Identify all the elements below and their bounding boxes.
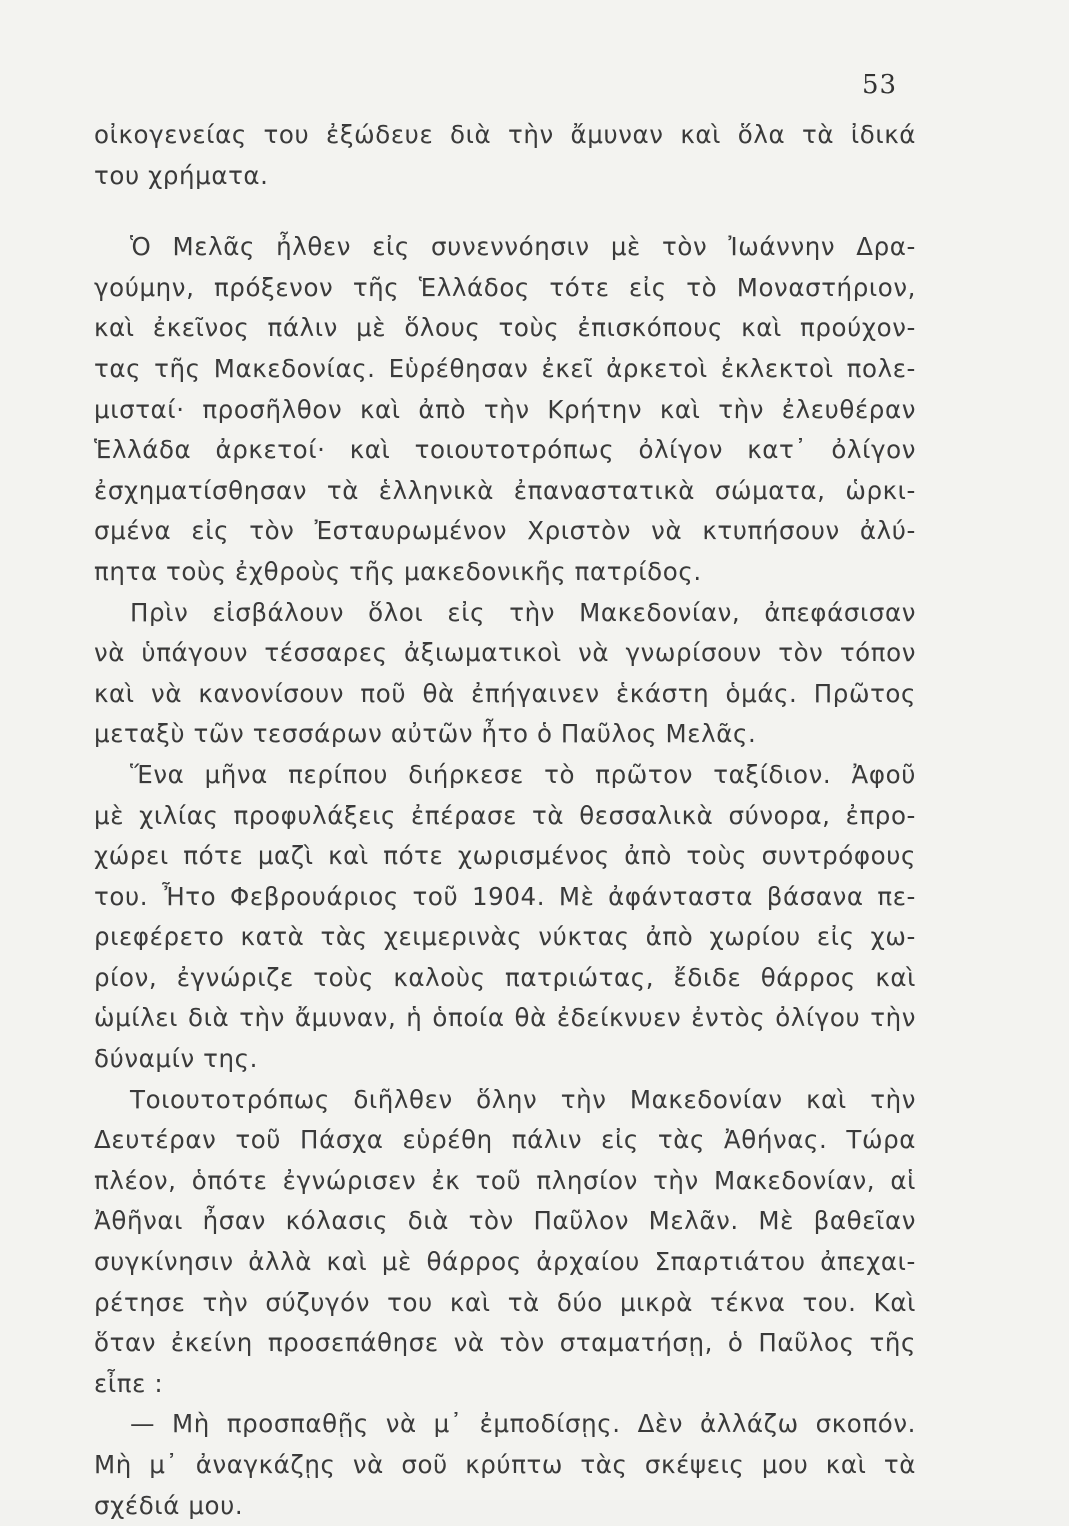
text-line: ρίον, ἐγνώριζε τοὺς καλοὺς πατριώτας, ἔδιδε θάρρος καὶ (94, 962, 916, 992)
text-line: μισταί· προσῆλθον καὶ ἀπὸ τὴν Κρήτην καὶ τὴν ἐλευθέραν (94, 394, 916, 424)
text-line: ὡμίλει διὰ τὴν ἄμυναν, ἡ ὁποία θὰ ἐδείκνυεν ἐντὸς ὀλίγου τὴν (94, 1003, 916, 1033)
text-line: χώρει πότε μαζὶ καὶ πότε χωρισμένος ἀπὸ τοὺς συντρόφους (94, 841, 916, 871)
text-line: Μὴ μ᾽ ἀναγκάζῃς νὰ σοῦ κρύπτω τὰς σκέψεις μου καὶ τὰ (94, 1450, 916, 1479)
text-line: εἶπε : (94, 1368, 164, 1398)
text-line: ριεφέρετο κατὰ τὰς χειμερινὰς νύκτας ἀπὸ χωρίου εἰς χω- (94, 922, 916, 952)
text-line: συγκίνησιν ἀλλὰ καὶ μὲ θάρρος ἀρχαίου Σπαρτιάτου ἀπεχαι- (94, 1247, 916, 1277)
text-line: σμένα εἰς τὸν Ἐσταυρωμένον Χριστὸν νὰ κτυπήσουν ἀλύ- (94, 516, 916, 546)
text-line: Δευτέραν τοῦ Πάσχα εὑρέθη πάλιν εἰς τὰς Ἀθήνας. Τώρα (94, 1125, 916, 1155)
text-line: ἐσχηματίσθησαν τὰ ἑλληνικὰ ἐπαναστατικὰ σώματα, ὡρκι- (94, 475, 916, 505)
text-line: Πρὶν εἰσβάλουν ὅλοι εἰς τὴν Μακεδονίαν, ἀπεφάσισαν (130, 597, 916, 627)
text-line: Τοιουτοτρόπως διῆλθεν ὅλην τὴν Μακεδονίαν καὶ τὴν (130, 1084, 916, 1114)
text-line: μὲ χιλίας προφυλάξεις ἐπέρασε τὰ θεσσαλικὰ σύνορα, ἐπρο- (94, 800, 916, 830)
body-text (94, 115, 916, 1526)
text-line: πλέον, ὁπότε ἐγνώρισεν ἐκ τοῦ πλησίον τὴν Μακεδονίαν, αἱ (94, 1165, 916, 1195)
text-line: ρέτησε τὴν σύζυγόν του καὶ τὰ δύο μικρὰ τέκνα του. Καὶ (94, 1287, 916, 1317)
page-number: 53 (862, 70, 898, 100)
text-line: τας τῆς Μακεδονίας. Εὑρέθησαν ἐκεῖ ἀρκετοὶ ἐκλεκτοὶ πολε- (94, 353, 916, 383)
text-line: οἰκογενείας του ἐξώδευε διὰ τὴν ἄμυναν καὶ ὅλα τὰ ἰδικά (94, 120, 916, 149)
text-line: Ἀθῆναι ἦσαν κόλασις διὰ τὸν Παῦλον Μελᾶν. Μὲ βαθεῖαν (94, 1206, 916, 1236)
text-line: γούμην, πρόξενον τῆς Ἑλλάδος τότε εἰς τὸ Μοναστήριον, (94, 272, 916, 302)
text-line: Ἑλλάδα ἀρκετοί· καὶ τοιουτοτρόπως ὀλίγον κατ᾽ ὀλίγον (94, 435, 916, 465)
text-line: του. Ἦτο Φεβρουάριος τοῦ 1904. Μὲ ἀφάνταστα βάσανα πε- (94, 881, 916, 911)
text-line: καὶ νὰ κανονίσουν ποῦ θὰ ἐπήγαινεν ἑκάστη ὁμάς. Πρῶτος (94, 678, 916, 708)
text-line: σχέδιά μου. (94, 1490, 244, 1520)
text-line: του χρήματα. (94, 160, 269, 190)
text-line: μεταξὺ τῶν τεσσάρων αὐτῶν ἦτο ὁ Παῦλος Μελᾶς. (94, 719, 757, 749)
text-line: πητα τοὺς ἐχθροὺς τῆς μακεδονικῆς πατρίδος. (94, 556, 702, 586)
paragraph-gap (94, 196, 916, 227)
text-line: νὰ ὑπάγουν τέσσαρες ἀξιωματικοὶ νὰ γνωρίσουν τὸν τόπον (94, 638, 916, 668)
text-line: καὶ ἐκεῖνος πάλιν μὲ ὅλους τοὺς ἐπισκόπους καὶ προύχον- (94, 313, 916, 343)
text-line: Ἕνα μῆνα περίπου διήρκεσε τὸ πρῶτον ταξίδιον. Ἀφοῦ (130, 759, 916, 789)
text-line: δύναμίν της. (94, 1044, 258, 1074)
text-line: — Μὴ προσπαθῇς νὰ μ᾽ ἐμποδίσῃς. Δὲν ἀλλάζω σκοπόν. (130, 1409, 916, 1439)
text-line: Ὁ Μελᾶς ἦλθεν εἰς συνεννόησιν μὲ τὸν Ἰωάννην Δρα- (130, 232, 916, 262)
text-line: ὅταν ἐκείνη προσεπάθησε νὰ τὸν σταματήσῃ, ὁ Παῦλος τῆς (94, 1328, 916, 1358)
